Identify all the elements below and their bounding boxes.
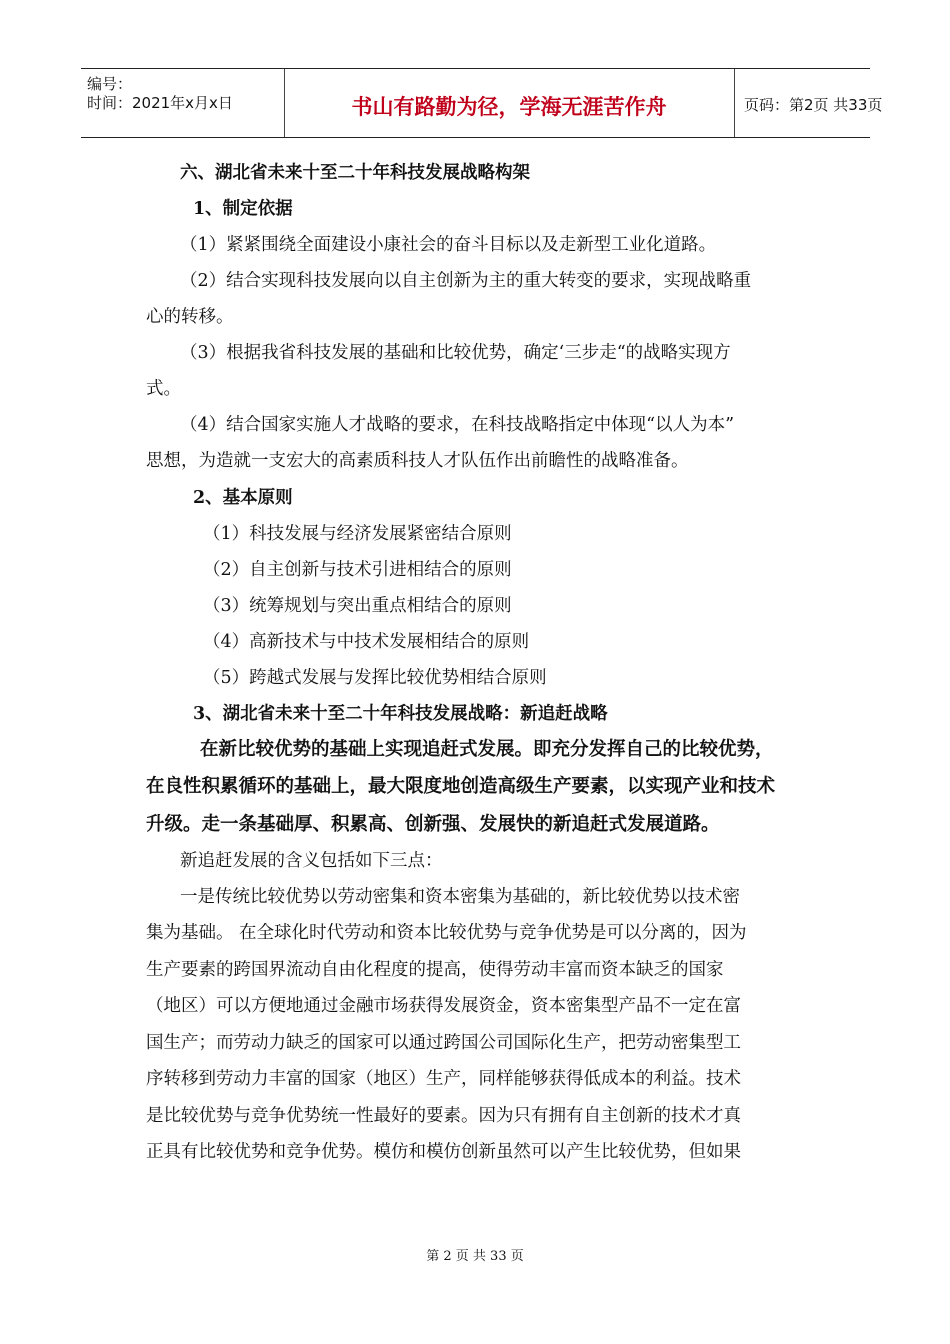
- paragraph-line: 正具有比较优势和竞争优势。模仿和模仿创新虽然可以产生比较优势，但如果: [146, 1142, 741, 1162]
- header-info-cell: [81, 69, 285, 137]
- intro-line: 新追赶发展的含义包括如下三点：: [180, 851, 443, 871]
- document-header: [81, 68, 883, 138]
- basis-line: （1）紧紧围绕全面建设小康社会的奋斗目标以及走新型工业化道路。: [180, 235, 717, 255]
- paragraph-line: 生产要素的跨国界流动自由化程度的提高，使得劳动丰富而资本缺乏的国家: [146, 960, 724, 980]
- emphasis-line: 在良性积累循环的基础上，最大限度地创造高级生产要素，以实现产业和技术: [146, 776, 776, 797]
- document-date: 时间：2021年x月x日: [87, 94, 233, 112]
- header-page-info: 页码：第2页 共33页: [744, 96, 883, 114]
- principle-item: （1）科技发展与经济发展紧密结合原则: [203, 524, 512, 544]
- principle-item: （4）高新技术与中技术发展相结合的原则: [203, 632, 530, 652]
- basis-line: （4）结合国家实施人才战略的要求，在科技战略指定中体现“以人为本”: [180, 415, 735, 435]
- principle-item: （3）统筹规划与突出重点相结合的原则: [203, 596, 512, 616]
- subsection-title-basis: 1、制定依据: [193, 199, 293, 219]
- paragraph-line: 集为基础。 在全球化时代劳动和资本比较优势与竞争优势是可以分离的，因为: [146, 923, 747, 943]
- section-title: 六、湖北省未来十至二十年科技发展战略构架: [180, 163, 530, 183]
- basis-line: 式。: [146, 379, 181, 399]
- emphasis-line: 升级。走一条基础厚、积累高、创新强、发展快的新追赶式发展道路。: [146, 814, 720, 835]
- basis-line: 心的转移。: [146, 307, 234, 327]
- paragraph-line: 序转移到劳动力丰富的国家（地区）生产，同样能够获得低成本的利益。技术: [146, 1069, 741, 1089]
- subsection-title-strategy: 3、湖北省未来十至二十年科技发展战略：新追赶战略: [193, 704, 608, 724]
- principle-item: （2）自主创新与技术引进相结合的原则: [203, 560, 512, 580]
- paragraph-line: 一是传统比较优势以劳动密集和资本密集为基础的，新比较优势以技术密: [180, 887, 740, 907]
- paragraph-line: 国生产；而劳动力缺乏的国家可以通过跨国公司国际化生产，把劳动密集型工: [146, 1033, 741, 1053]
- document-code-label: 编号：: [87, 75, 133, 93]
- paragraph-line: 是比较优势与竞争优势统一性最好的要素。因为只有拥有自主创新的技术才真: [146, 1106, 741, 1126]
- basis-line: （2）结合实现科技发展向以自主创新为主的重大转变的要求，实现战略重: [180, 271, 752, 291]
- basis-line: （3）根据我省科技发展的基础和比较优势，确定‘三步走“的战略实现方: [180, 343, 731, 363]
- header-motto: 书山有路勤为径，学海无涯苦作舟: [351, 95, 667, 119]
- basis-line: 思想，为造就一支宏大的高素质科技人才队伍作出前瞻性的战略准备。: [146, 451, 689, 471]
- header-motto-cell: [284, 69, 735, 137]
- principle-item: （5）跨越式发展与发挥比较优势相结合原则: [203, 668, 547, 688]
- page-footer: 第 2 页 共 33 页: [426, 1249, 524, 1264]
- paragraph-line: （地区）可以方便地通过金融市场获得发展资金，资本密集型产品不一定在富: [146, 996, 741, 1016]
- subsection-title-principles: 2、基本原则: [193, 488, 293, 508]
- emphasis-line: 在新比较优势的基础上实现追赶式发展。即充分发挥自己的比较优势，: [200, 739, 774, 760]
- header-page-cell: [734, 69, 883, 137]
